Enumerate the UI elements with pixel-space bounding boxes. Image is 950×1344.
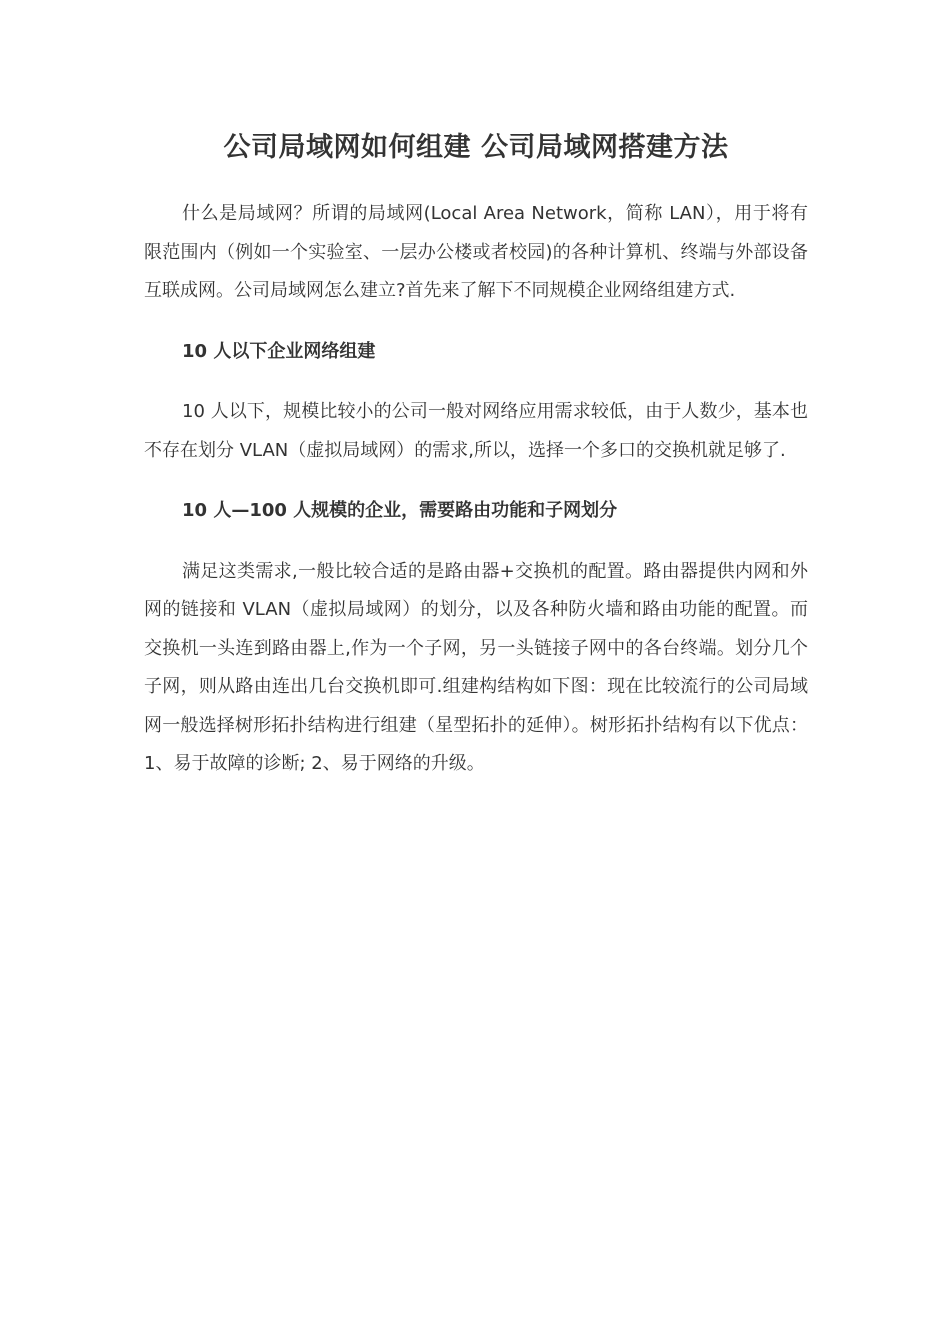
section-heading-medium-company: 10 人—100 人规模的企业，需要路由功能和子网划分 — [182, 500, 618, 521]
intro-paragraph: 什么是局域网？所谓的局域网(Local Area Network，简称 LAN），用于将有限范围内（例如一个实验室、一层办公楼或者校园)的各种计算机、终端与外部设备互联成网。公司局域网怎么建立?首先来了解下不同规模企业网络组建方式. — [144, 203, 808, 301]
section-heading-small-company: 10 人以下企业网络组建 — [182, 340, 376, 362]
section-body-small-company: 10 人以下，规模比较小的公司一般对网络应用需求较低，由于人数少，基本也不存在划分 VLAN（虚拟局域网）的需求,所以，选择一个多口的交换机就足够了. — [144, 401, 808, 461]
section-body-medium-company: 满足这类需求,一般比较合适的是路由器+交换机的配置。路由器提供内网和外网的链接和 VLAN（虚拟局域网）的划分，以及各种防火墙和路由功能的配置。而交换机一头连到路由器上,作为一个子网，另一头链接子网中的各台终端。划分几个子网，则从路由连出几台交换机即可.组建构结构如下图：现在比较流行的公司局域网一般选择树形拓扑结构进行组建（星型拓扑的延伸）。树形拓扑结构有以下优点：1、易于故障的诊断; 2、易于网络的升级。 — [144, 560, 808, 774]
document-page — [144, 128, 808, 784]
page-title: 公司局域网如何组建 公司局域网搭建方法 — [223, 132, 729, 163]
